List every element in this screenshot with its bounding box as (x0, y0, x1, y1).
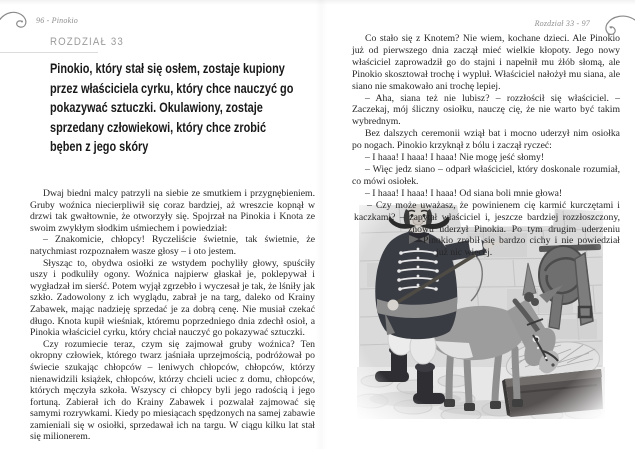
paragraph: Co stało się z Knotem? Nie wiem, kochane dzieci. Ale Pinokio już od pierwszego dnia zaczął mieć wielkie kłopoty. Jego nowy właściciel zaprowadził go do stajni i napełnił mu żłób słomą, ale Pinokio skosztował trochę i wypluł. Właściciel nałożył mu siana, ale siano nie smakowało ani trochę lepiej. (352, 33, 620, 92)
paragraph: Dwaj biedni malcy patrzyli na siebie ze smutkiem i przygnębieniem. Gruby woźnica niecierpliwił się coraz bardziej, aż wreszcie kopnął w drzwi tak gwałtownie, że otworzyły się. Spojrzał na Pinokia i Knota ze swoim zwykłym słodkim uśmiechem i powiedział: (30, 188, 315, 234)
wrap-spacer (352, 224, 408, 236)
paragraph: Słysząc to, obydwa osiołki ze wstydem pochyliły głowy, spuściły uszy i podkuliły ogony. Woźnica najpierw głaskał je, poklepywał i wygładzał im sierść. Potem wyjął zgrzebło i wyczesał je tak, że lśniły jak szkło. Zadowolony z ich wyglądu, zabrał je na targ, daleko od Krainy Zabawek, mając nadzieję sprzedać je za dobrą cenę. Nie musiał czekać długo. Knota kupił wieśniak, któremu poprzedniego dnia zdechł osioł, a Pinokia właściciel cyrku, który chciał nauczyć go pokazywać sztuczki. (30, 257, 315, 339)
wrap-spacer (352, 236, 423, 248)
running-header-left: 96 - Pinokio (36, 16, 78, 25)
book-spine (315, 0, 327, 449)
wrap-spacer (352, 248, 436, 261)
paragraph: – Więc jedz siano – odparł właściciel, który doskonale rozumiał, co mówi osiołek. (352, 163, 620, 187)
paragraph: Bez dalszych ceremonii wziął bat i mocno uderzył nim osiołka po nogach. Pinokio krzyknął z bólu i zaczął ryczeć: (352, 128, 620, 152)
paragraph: – Znakomicie, chłopcy! Ryczeliście świetnie, tak świetnie, że natychmiast rozpoznałem wasze głosy – i oto jestem. (30, 234, 315, 257)
left-page-text-column (30, 188, 315, 443)
chapter-rule (0, 52, 98, 53)
paragraph: – Aha, siana też nie lubisz? – rozzłościł się właściciel. – Zaczekaj, mój śliczny osiołku, nauczę cię, że nie warto być takim wybrednym. (352, 92, 620, 128)
right-page-text-column (352, 33, 620, 321)
chapter-title: Pinokio, który stał się osłem, zostaje kupiony przez właściciela cyrku, który chce nauczyć go pokazywać sztuczki. Okulawiony, zostaje sprzedany człowiekowi, który chce zrobić bęben z jego skóry (50, 60, 294, 154)
paragraph-wrapping-illustration (352, 200, 620, 260)
paragraph: Czy rozumiecie teraz, czym się zajmował gruby woźnica? Ten okropny człowiek, którego twarz jaśniała uprzejmością, podróżował po świecie szukając chłopców – leniwych chłopców, chłopców, którzy nienawidzili książek, chłopców, którzy chcieli uciec z domu, chłopców, których męczyła szkoła. Wszyscy ci chłopcy byli jego radością i jego fortuną. Zabierał ich do Krainy Zabawek i pozwalał zajmować się samymi rozrywkami. Kiedy po miesiącach spędzonych na samej zabawie zamieniali się w osiołki, sprzedawał ich na targu. W ciągu kilku lat stał się milionerem. (30, 338, 315, 443)
paragraph: – I haaa! I haaa! I haaa! Nie mogę jeść słomy! (365, 152, 545, 164)
paragraph: – Czy może uważasz, że powinienem cię karmić kurczętami i kaczkami? – zapytał właściciel i, jeszcze bardziej rozzłoszczony, znowu uderzył Pinokia. Po tym drugim uderzeniu Pinokio zrobił się bardzo cichy i nie powiedział już nic więcej. (354, 199, 620, 259)
paragraph: – I haaa! I haaa! I haaa! Od siana boli mnie głowa! (365, 187, 563, 199)
flourish-ornament-icon (0, 7, 34, 33)
running-header-right: Rozdział 33 - 97 (534, 19, 590, 28)
chapter-number-label: ROZDZIAŁ 33 (50, 36, 124, 48)
wrap-spacer (352, 261, 502, 321)
